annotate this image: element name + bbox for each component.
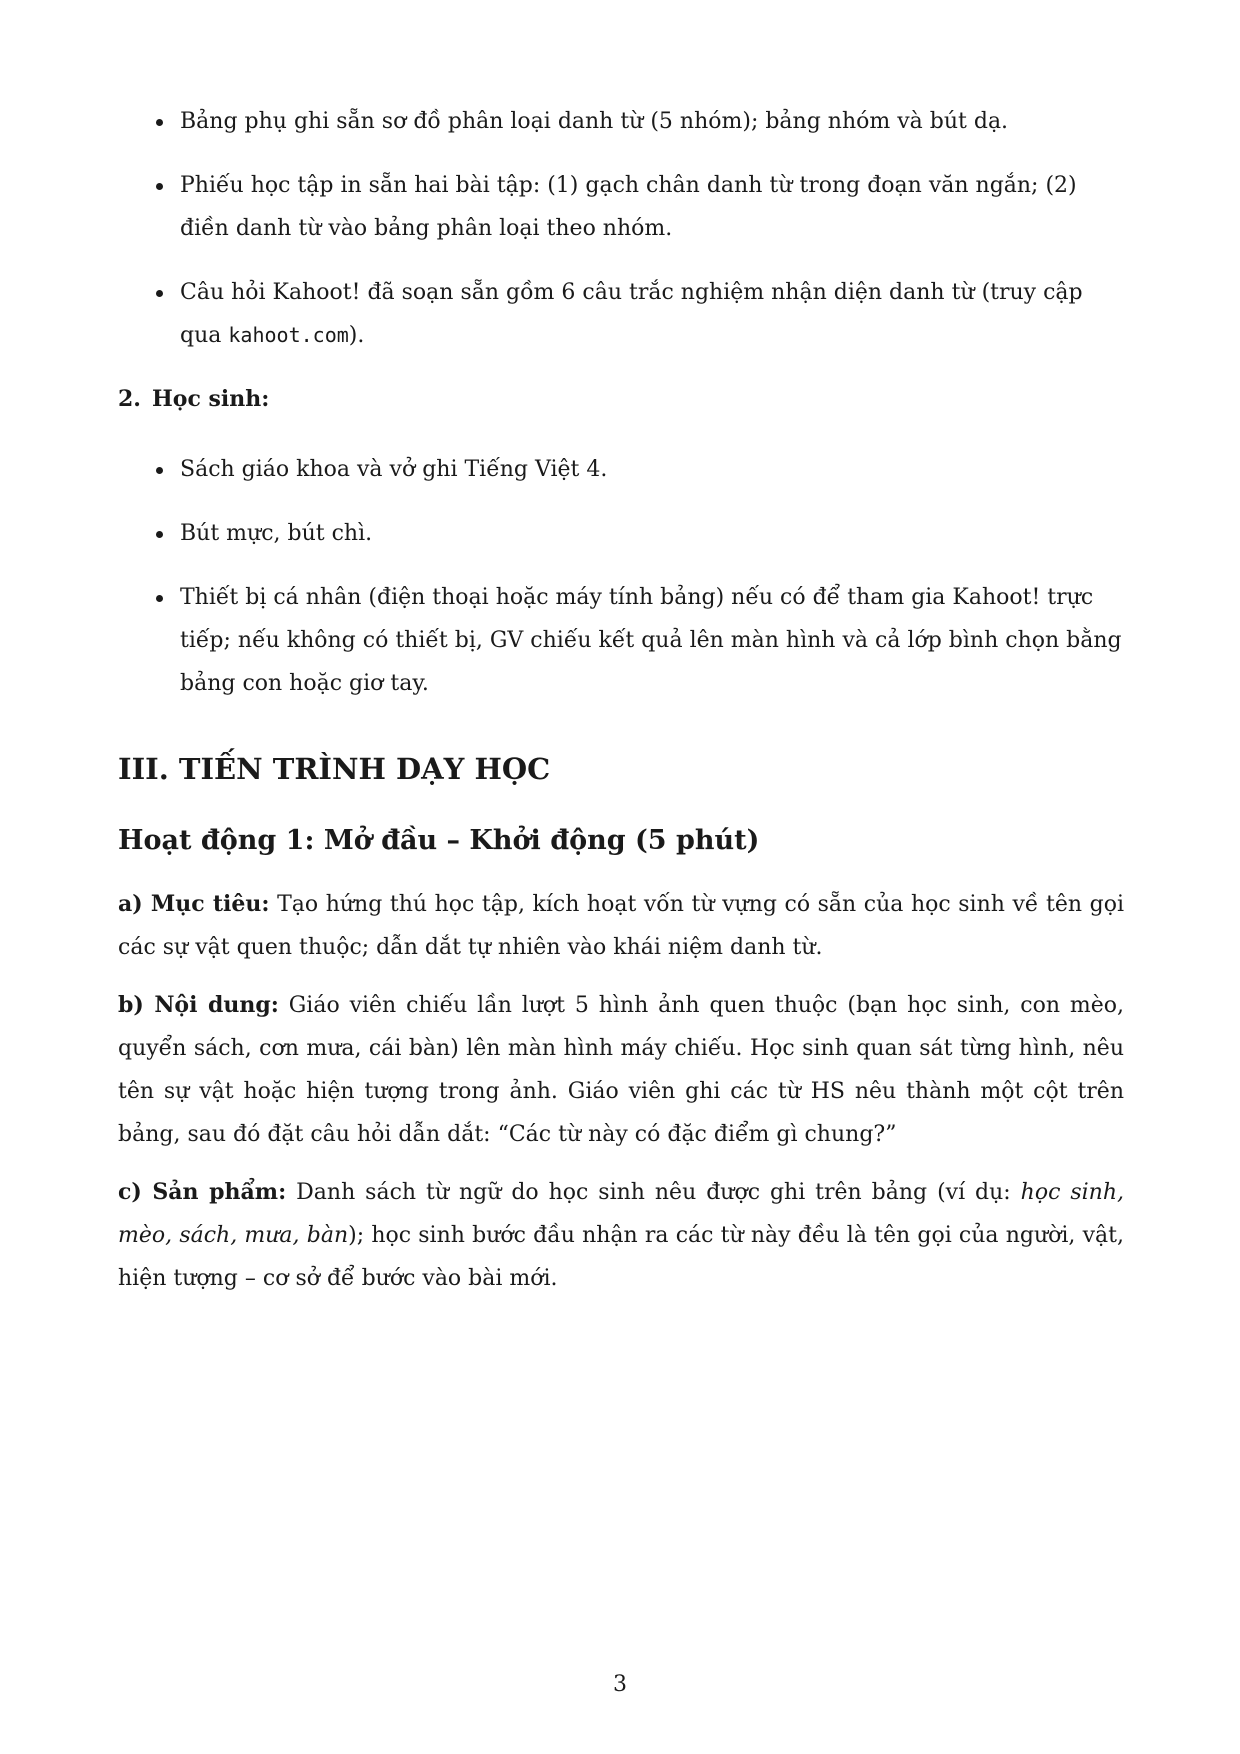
students-heading-number: 2. xyxy=(118,386,141,412)
list-item xyxy=(118,448,1124,491)
product-text-after: ); học sinh bước đầu nhận ra các từ này đều là tên gọi của người, vật, hiện tượng – cơ sở để bước vào bài mới. xyxy=(118,1223,1125,1291)
list-item xyxy=(118,576,1124,705)
bullet-icon xyxy=(156,183,163,190)
bullet-icon xyxy=(156,290,163,297)
bullet-icon xyxy=(156,119,163,126)
students-heading xyxy=(118,378,1124,421)
list-item xyxy=(118,164,1124,250)
product-examples: học sinh, mèo, sách, mưa, bàn xyxy=(118,1180,1125,1248)
content-text: Giáo viên chiếu lần lượt 5 hình ảnh quen thuộc (bạn học sinh, con mèo, quyển sách, cơn mưa, cái bàn) lên màn hình máy chiếu. Học sinh quan sát từng hình, nêu tên sự vật hoặc hiện tượng trong ảnh. Giáo viên ghi các từ HS nêu thành một cột trên bảng, sau đó đặt câu hỏi dẫn dắt: “Các từ này có đặc điểm gì chung?” xyxy=(118,993,1124,1147)
kahoot-url: kahoot.com xyxy=(228,323,349,347)
list-item xyxy=(118,100,1124,143)
objective-paragraph xyxy=(118,883,1124,969)
list-item xyxy=(118,271,1124,357)
objective-label: a) Mục tiêu: xyxy=(118,891,270,917)
list-item-text: Phiếu học tập in sẵn hai bài tập: (1) gạch chân danh từ trong đoạn văn ngắn; (2) điền danh từ vào bảng phân loại theo nhóm. xyxy=(180,173,1077,241)
list-item-text: Sách giáo khoa và vở ghi Tiếng Việt 4. xyxy=(180,457,608,482)
teacher-materials-list xyxy=(118,100,1124,357)
list-item-text: Bút mực, bút chì. xyxy=(180,521,373,546)
page-number: 3 xyxy=(613,1672,627,1697)
content-paragraph xyxy=(118,984,1124,1156)
section-title: III. TIẾN TRÌNH DẠY HỌC xyxy=(118,752,551,786)
product-label: c) Sản phẩm: xyxy=(118,1179,287,1205)
list-item-text: Câu hỏi Kahoot! đã soạn sẵn gồm 6 câu trắc nghiệm nhận diện danh từ (truy cập qua xyxy=(180,280,1083,348)
student-materials-list xyxy=(118,448,1124,705)
product-paragraph xyxy=(118,1171,1124,1300)
bullet-icon xyxy=(156,531,163,538)
students-heading-title: Học sinh: xyxy=(152,386,270,412)
list-item xyxy=(118,512,1124,555)
list-item-text-end: ). xyxy=(348,323,365,348)
product-text-before: Danh sách từ ngữ do học sinh nêu được ghi trên bảng (ví dụ: xyxy=(286,1180,1021,1205)
list-item-text: Bảng phụ ghi sẵn sơ đồ phân loại danh từ (5 nhóm); bảng nhóm và bút dạ. xyxy=(180,109,1009,134)
content-label: b) Nội dung: xyxy=(118,992,279,1018)
activity-title: Hoạt động 1: Mở đầu – Khởi động (5 phút) xyxy=(118,825,760,856)
objective-text: Tạo hứng thú học tập, kích hoạt vốn từ vựng có sẵn của học sinh về tên gọi các sự vật quen thuộc; dẫn dắt tự nhiên vào khái niệm danh từ. xyxy=(118,892,1124,960)
bullet-icon xyxy=(156,595,163,602)
list-item-text: Thiết bị cá nhân (điện thoại hoặc máy tính bảng) nếu có để tham gia Kahoot! trực tiếp; nếu không có thiết bị, GV chiếu kết quả lên màn hình và cả lớp bình chọn bằng bảng con hoặc giơ tay. xyxy=(180,585,1122,696)
page-content xyxy=(118,100,1124,1303)
bullet-icon xyxy=(156,467,163,474)
